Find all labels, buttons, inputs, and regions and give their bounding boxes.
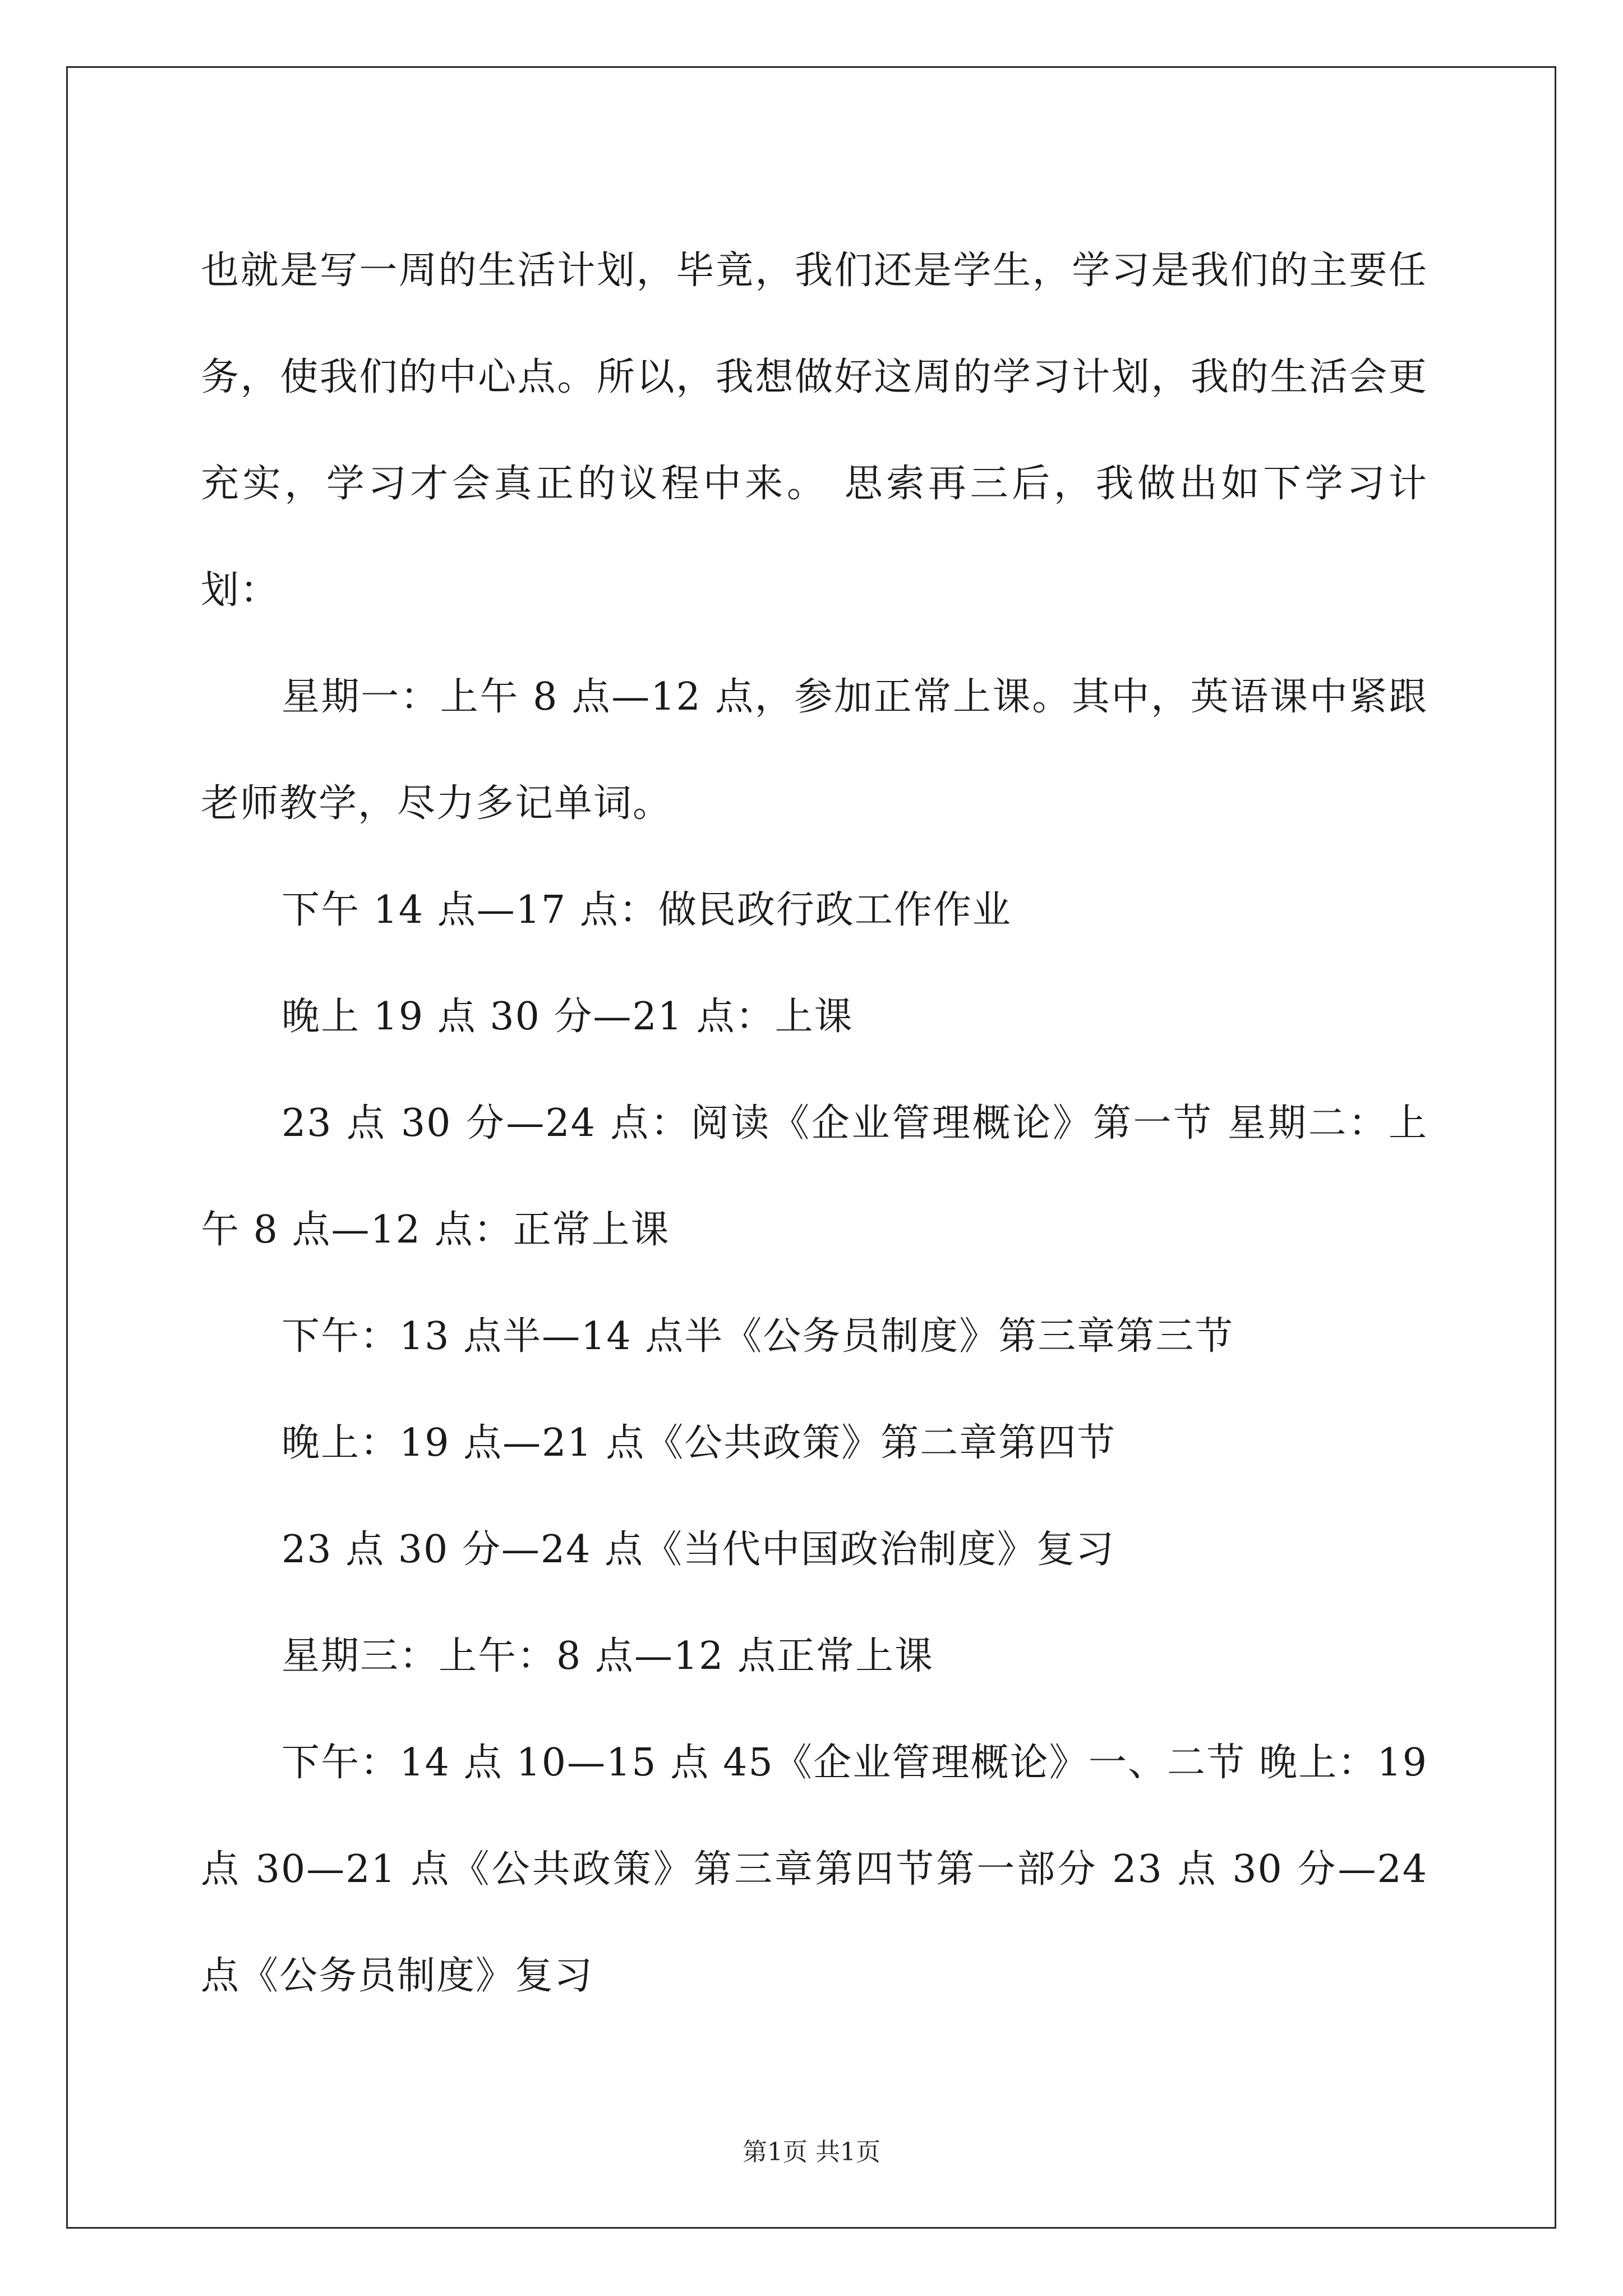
page-number-footer: 第1页 共1页: [743, 2138, 880, 2166]
paragraph-tuesday-evening: 晚上：19 点—21 点《公共政策》第二章第四节: [282, 1421, 1117, 1465]
paragraph-monday-afternoon: 下午 14 点—17 点：做民政行政工作作业: [282, 888, 1012, 932]
paragraph-tuesday-afternoon: 下午：13 点半—14 点半《公务员制度》第三章第三节: [282, 1314, 1234, 1359]
paragraph-monday: 星期一：上午 8 点—12 点，参加正常上课。其中，英语课中紧跟老师教学，尽力多记单词。: [201, 675, 1428, 826]
document-body: [201, 218, 1428, 2030]
paragraph-wednesday-afternoon: 下午：14 点 10—15 点 45《企业管理概论》一、二节 晚上：19 点 30—21 点《公共政策》第三章第四节第一部分 23 点 30 分—24 点《公务员制度》复习: [201, 1741, 1428, 1998]
paragraph-monday-evening: 晚上 19 点 30 分—21 点：上课: [282, 995, 854, 1039]
paragraph-tuesday-night: 23 点 30 分—24 点《当代中国政治制度》复习: [282, 1527, 1115, 1572]
paragraph-monday-night-tuesday: 23 点 30 分—24 点：阅读《企业管理概论》第一节 星期二：上午 8 点—12 点：正常上课: [201, 1101, 1428, 1252]
paragraph-intro: 也就是写一周的生活计划，毕竟，我们还是学生，学习是我们的主要任务，使我们的中心点。所以，我想做好这周的学习计划，我的生活会更充实，学习才会真正的议程中来。 思索再三后，我做出如下学习计划：: [201, 249, 1428, 613]
paragraph-wednesday: 星期三：上午：8 点—12 点正常上课: [282, 1634, 934, 1678]
